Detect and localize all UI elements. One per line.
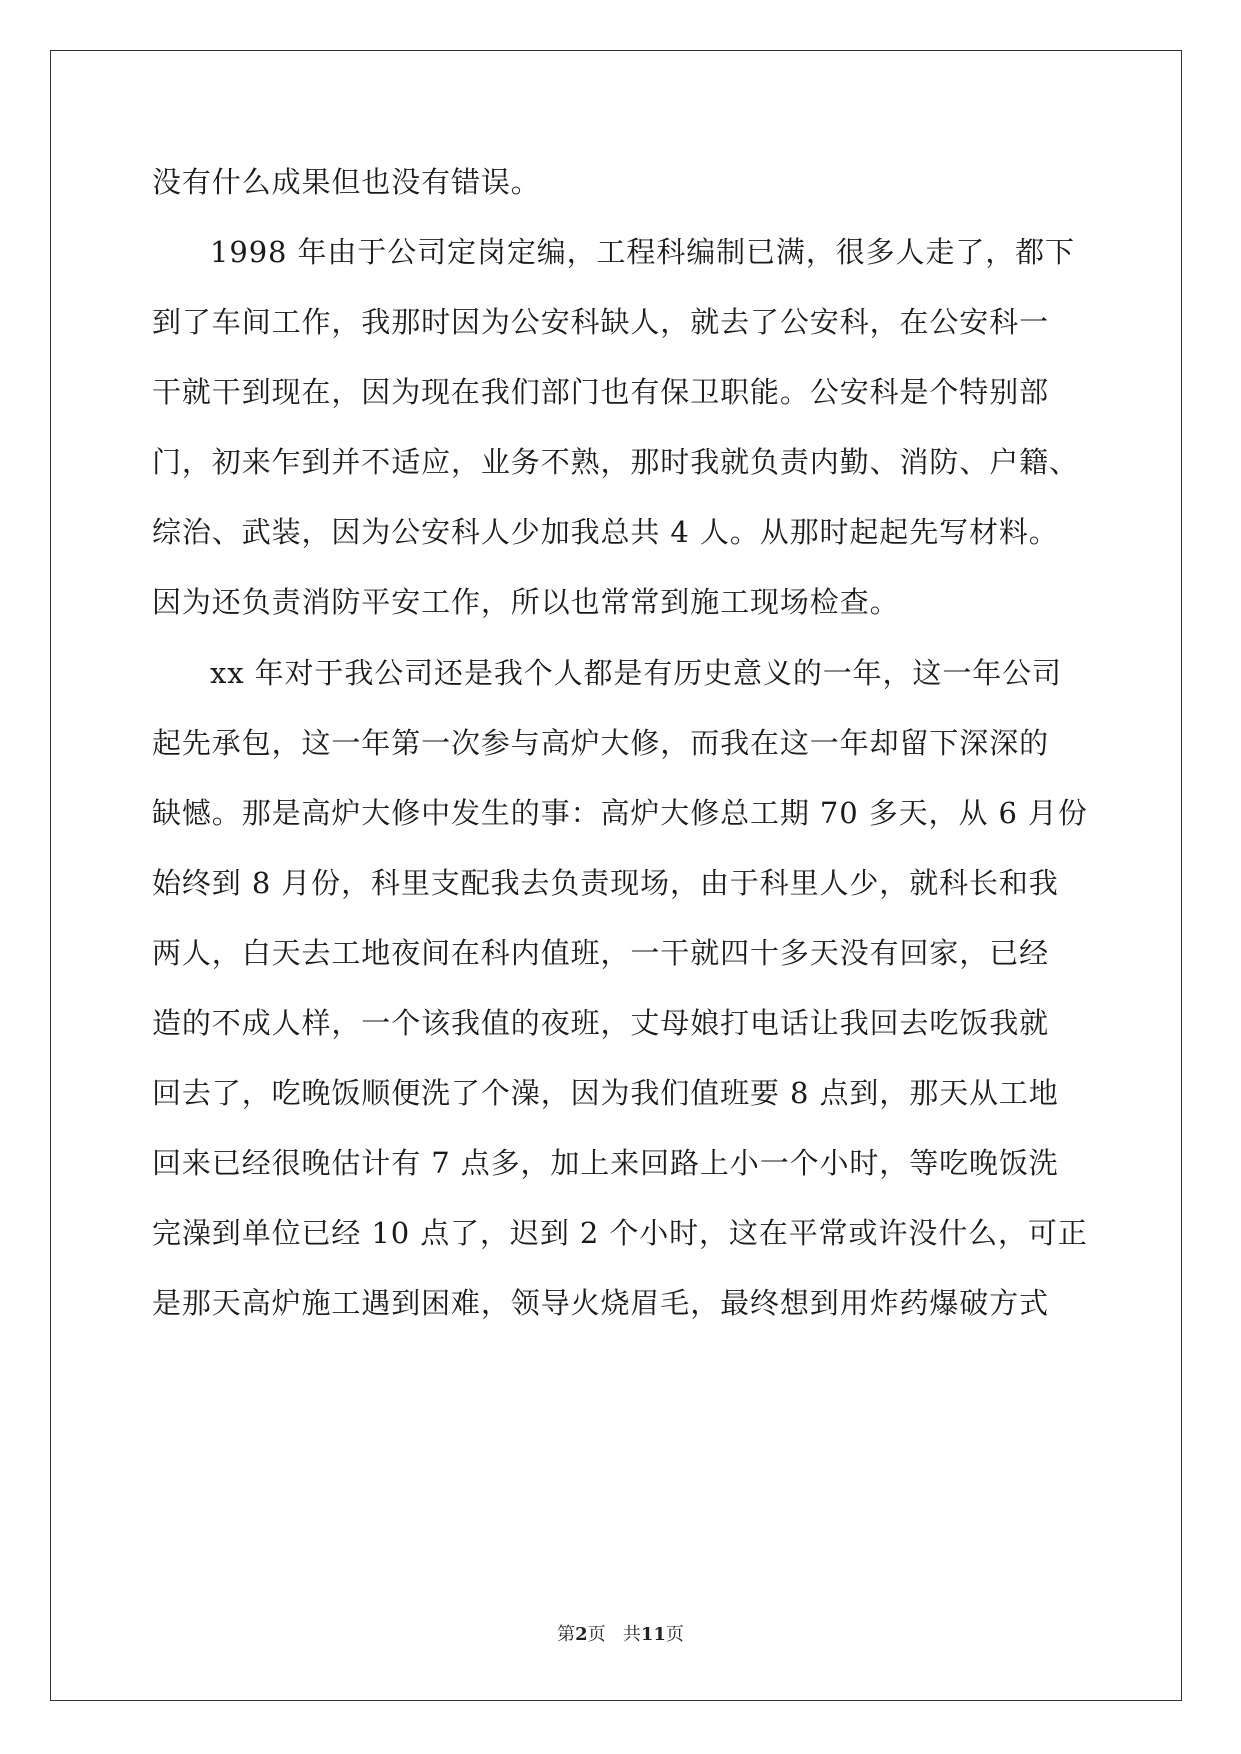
total-page-count: 11 <box>640 1624 666 1645</box>
text-line: 因为还负责消防平安工作，所以也常常到施工现场检查。 <box>152 585 900 619</box>
paragraph-first-line: xx 年对于我公司还是我个人都是有历史意义的一年，这一年公司 <box>210 656 1062 690</box>
paragraph-first-line: 1998 年由于公司定岗定编，工程科编制已满，很多人走了，都下 <box>210 235 1075 269</box>
text-line: 完澡到单位已经 10 点了，迟到 2 个小时，这在平常或许没什么，可正 <box>152 1216 1088 1250</box>
text-line: 综治、武装，因为公安科人少加我总共 4 人。从那时起起先写材料。 <box>152 515 1059 549</box>
text-line: 没有什么成果但也没有错误。 <box>152 165 541 199</box>
text-line: 两人，白天去工地夜间在科内值班，一干就四十多天没有回家，已经 <box>152 936 1050 970</box>
footer-page-suffix: 页 <box>587 1624 606 1645</box>
text-line: 到了车间工作，我那时因为公安科缺人，就去了公安科，在公安科一 <box>152 305 1050 339</box>
text-line: 始终到 8 月份，科里支配我去负责现场，由于科里人少，就科长和我 <box>152 866 1059 900</box>
text-line: 回来已经很晚估计有 7 点多，加上来回路上小一个小时，等吃晚饭洗 <box>152 1146 1059 1180</box>
text-line: 起先承包，这一年第一次参与高炉大修，而我在这一年却留下深深的 <box>152 726 1050 760</box>
text-line: 干就干到现在，因为现在我们部门也有保卫职能。公安科是个特别部 <box>152 375 1050 409</box>
text-line: 回去了，吃晚饭顺便洗了个澡，因为我们值班要 8 点到，那天从工地 <box>152 1076 1059 1110</box>
footer-prefix: 第 <box>557 1624 576 1645</box>
footer-total-prefix: 共 <box>622 1624 641 1645</box>
text-line: 造的不成人样，一个该我值的夜班，丈母娘打电话让我回去吃饭我就 <box>152 1006 1050 1040</box>
text-line: 是那天高炉施工遇到困难，领导火烧眉毛，最终想到用炸药爆破方式 <box>152 1286 1050 1320</box>
page-footer <box>0 1620 1241 1646</box>
current-page-number: 2 <box>575 1624 588 1645</box>
text-line: 缺憾。那是高炉大修中发生的事：高炉大修总工期 70 多天，从 6 月份 <box>152 796 1088 830</box>
text-line: 门，初来乍到并不适应，业务不熟，那时我就负责内勤、消防、户籍、 <box>152 445 1079 479</box>
footer-total-suffix: 页 <box>665 1624 684 1645</box>
